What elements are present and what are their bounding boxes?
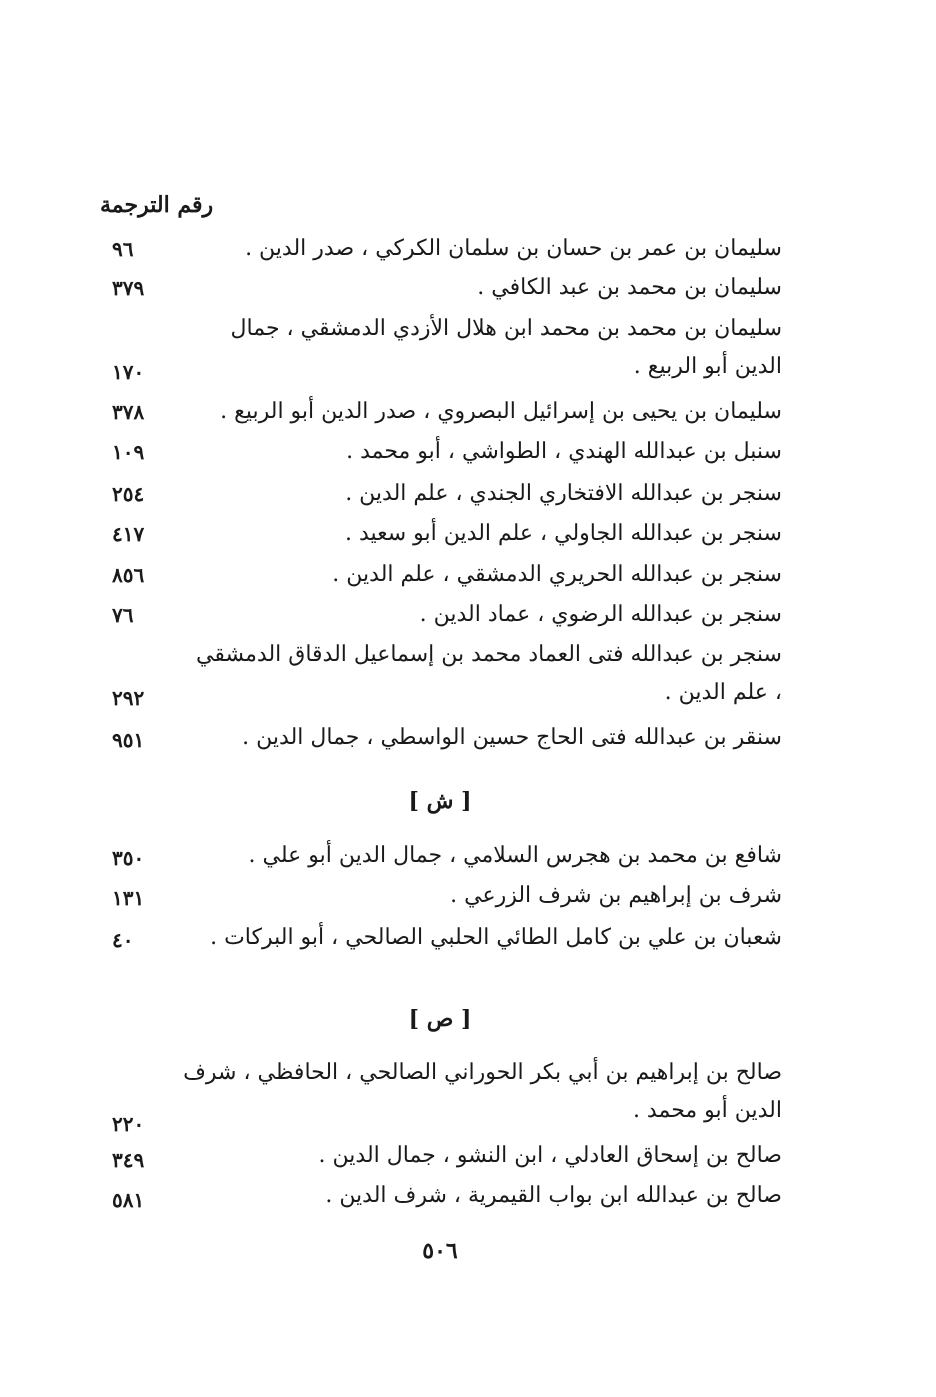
index-entry xyxy=(100,718,782,758)
column-header: رقم الترجمة xyxy=(100,192,214,218)
index-entry xyxy=(100,1176,782,1216)
entry-name: شافع بن محمد بن هجرس السلامي ، جمال الدين أبو علي . xyxy=(248,843,782,868)
index-entry xyxy=(100,876,782,916)
entry-name: سنجر بن عبدالله الرضوي ، عماد الدين . xyxy=(419,602,782,627)
index-entry xyxy=(100,918,782,958)
entry-number: ٤٠ xyxy=(112,928,134,952)
entry-name: صالح بن إبراهيم بن أبي بكر الحوراني الصالحي ، الحافظي ، شرف الدين أبو محمد . xyxy=(183,1060,782,1123)
section-heading-sad: [ ص ] xyxy=(408,1006,472,1032)
index-entry xyxy=(100,432,782,472)
entry-number: ٣٥٠ xyxy=(112,846,145,870)
entry-number: ٢٥٤ xyxy=(112,482,145,506)
index-entry xyxy=(100,1054,782,1134)
entry-name: سنجر بن عبدالله الحريري الدمشقي ، علم الدين . xyxy=(332,562,782,587)
entry-name: شرف بن إبراهيم بن شرف الزرعي . xyxy=(450,883,782,908)
index-entry xyxy=(100,555,782,595)
entry-number: ٩٦ xyxy=(112,237,134,261)
entry-number: ١٣١ xyxy=(112,886,145,910)
entry-number: ١٧٠ xyxy=(112,360,145,384)
entry-name: سليمان بن محمد بن محمد ابن هلال الأزدي الدمشقي ، جمال الدين أبو الربيع . xyxy=(230,316,782,379)
index-entry xyxy=(100,836,782,876)
entry-name: شعبان بن علي بن كامل الطائي الحلبي الصالحي ، أبو البركات . xyxy=(210,925,782,950)
entry-name: سليمان بن محمد بن عبد الكافي . xyxy=(477,275,782,300)
entry-number: ٢٢٠ xyxy=(112,1112,145,1136)
index-entry xyxy=(100,514,782,554)
entry-number: ٣٤٩ xyxy=(112,1148,145,1172)
entry-name: سنقر بن عبدالله فتى الحاج حسين الواسطي ، جمال الدين . xyxy=(242,725,782,750)
index-entry xyxy=(100,636,782,718)
entry-name: صالح بن إسحاق العادلي ، ابن النشو ، جمال الدين . xyxy=(318,1143,782,1168)
entry-name: سليمان بن يحيى بن إسرائيل البصروي ، صدر الدين أبو الربيع . xyxy=(220,399,782,424)
entry-number: ١٠٩ xyxy=(112,440,145,464)
entry-number: ٩٥١ xyxy=(112,728,145,752)
index-entry xyxy=(100,268,782,308)
entry-name: سليمان بن عمر بن حسان بن سلمان الكركي ، صدر الدين . xyxy=(245,236,782,261)
entry-number: ٣٧٩ xyxy=(112,276,145,300)
entry-number: ٢٩٢ xyxy=(112,686,145,710)
entry-name: صالح بن عبدالله ابن بواب القيمرية ، شرف الدين . xyxy=(325,1183,782,1208)
index-entry xyxy=(100,229,782,269)
index-entry xyxy=(100,1136,782,1176)
page-number: ٥٠٦ xyxy=(422,1238,458,1264)
index-entry xyxy=(100,392,782,432)
entry-number: ٧٦ xyxy=(112,603,134,627)
section-heading-shin: [ ش ] xyxy=(408,788,472,814)
entry-number: ٤١٧ xyxy=(112,522,145,546)
entry-name: سنجر بن عبدالله فتى العماد محمد بن إسماعيل الدقاق الدمشقي ، علم الدين . xyxy=(196,642,782,705)
entry-name: سنبل بن عبدالله الهندي ، الطواشي ، أبو محمد . xyxy=(346,439,782,464)
index-entry xyxy=(100,310,782,392)
entry-number: ٨٥٦ xyxy=(112,563,145,587)
index-entry xyxy=(100,474,782,514)
index-entry xyxy=(100,595,782,635)
entry-number: ٣٧٨ xyxy=(112,400,145,424)
entry-name: سنجر بن عبدالله الجاولي ، علم الدين أبو سعيد . xyxy=(344,521,782,546)
entry-name: سنجر بن عبدالله الافتخاري الجندي ، علم الدين . xyxy=(345,481,782,506)
entry-number: ٥٨١ xyxy=(112,1188,145,1212)
